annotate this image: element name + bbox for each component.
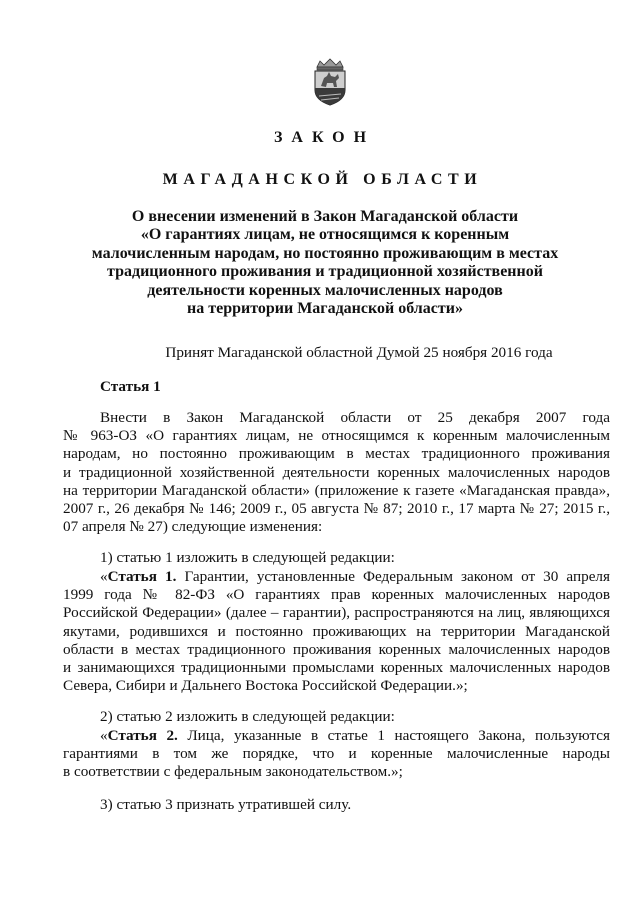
title-line: малочисленным народам, но постоянно проживающим в местах [91,244,559,262]
intro-paragraph [63,409,610,536]
paragraph-line: в соответствии с федеральным законодательством.»; [63,763,403,781]
paragraph-line: 1999 года № 82-ФЗ «О гарантиях прав коренных малочисленных народов [63,586,610,604]
line-text: Лица, указанные в статье 1 настоящего Закона, пользуются [177,727,610,744]
law-title [60,208,590,318]
paragraph-line: и традиционной хозяйственной деятельности коренных малочисленных народов [63,463,610,481]
paragraph-line: народам, но постоянно проживающим в местах традиционного проживания [63,445,610,463]
paragraph-line: области в местах традиционного проживания коренных малочисленных народов [63,640,610,658]
region-heading: МАГАДАНСКОЙ ОБЛАСТИ [162,171,483,188]
paragraph-line: Севера, Сибири и Дальнего Востока Российской Федерации.»; [63,677,468,695]
article-ref: Статья 2. [107,727,178,744]
line-text: Гарантии, установленные Федеральным законом от 30 апреля [176,568,610,585]
quote-open: « [100,568,108,585]
paragraph-line [63,568,610,586]
title-line: традиционного проживания и традиционной хозяйственной [107,263,543,281]
magadan-coat-of-arms-icon [311,58,349,106]
title-line: на территории Магаданской области» [187,300,463,318]
paragraph-line: Российской Федерации» (далее – гарантии), распространяются на лиц, являющихся [63,604,610,622]
quote-open: « [100,727,108,744]
paragraph-line: и занимающихся традиционными промыслами коренных малочисленных народов [63,659,610,677]
article-ref: Статья 1. [107,568,177,585]
article-2-new-text [63,727,610,782]
adoption-note: Принят Магаданской областной Думой 25 ноября 2016 года [165,344,553,361]
paragraph-line [63,727,610,745]
paragraph-line: 2007 г., 26 декабря № 146; 2009 г., 05 августа № 87; 2010 г., 17 марта № 27; 2015 г., [63,500,610,518]
law-heading: ЗАКОН [273,129,376,146]
paragraph-line: Внести в Закон Магаданской области от 25 декабря 2007 года [100,409,610,426]
paragraph-line: на территории Магаданской области» (приложение к газете «Магаданская правда», [63,481,610,499]
article-1-new-text [63,568,610,695]
paragraph-line: № 963-ОЗ «О гарантиях лицам, не относящимся к коренным малочисленным [63,427,610,445]
title-line: О внесении изменений в Закон Магаданской области [131,208,519,225]
paragraph-line: якутами, родившихся и постоянно проживающих на территории Магаданской [63,622,610,640]
paragraph-line: гарантиями в том же порядке, что и коренные малочисленные народы [63,745,610,763]
paragraph-line: 07 апреля № 27) следующие изменения: [63,518,323,536]
title-line: «О гарантиях лицам, не относящимся к коренным [140,226,510,244]
item-3: 3) статью 3 признать утратившей силу. [100,796,352,813]
article-1-heading: Статья 1 [100,378,161,395]
item-2: 2) статью 2 изложить в следующей редакции: [100,708,395,725]
title-line: деятельности коренных малочисленных народов [147,281,503,299]
item-1: 1) статью 1 изложить в следующей редакции: [100,549,395,566]
